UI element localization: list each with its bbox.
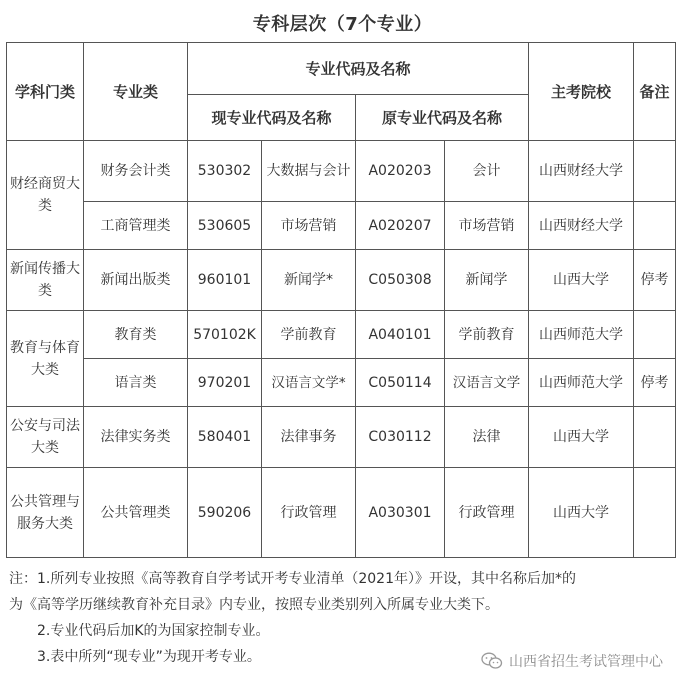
new-name-cell: 汉语言文学*	[262, 359, 356, 407]
table-row	[7, 311, 676, 359]
school-cell: 山西大学	[529, 468, 634, 558]
category-cell: 教育与体育大类	[7, 311, 84, 407]
note-3: 3.表中所列“现专业”为现开考专业。	[37, 649, 261, 665]
old-name-cell: 汉语言文学	[445, 359, 529, 407]
new-name-cell: 市场营销	[262, 202, 356, 250]
school-cell: 山西师范大学	[529, 359, 634, 407]
school-cell: 山西大学	[529, 250, 634, 311]
watermark-text: 山西省招生考试管理中心	[509, 654, 663, 670]
old-name-cell: 行政管理	[445, 468, 529, 558]
remark-cell	[634, 141, 676, 202]
major-class-cell: 财务会计类	[84, 141, 188, 202]
major-class-cell: 法律实务类	[84, 407, 188, 468]
school-cell: 山西财经大学	[529, 141, 634, 202]
header-school: 主考院校	[529, 43, 634, 141]
header-category: 学科门类	[7, 43, 84, 141]
remark-cell	[634, 468, 676, 558]
table-row	[7, 202, 676, 250]
category-cell: 新闻传播大类	[7, 250, 84, 311]
old-code-cell: C050114	[356, 359, 445, 407]
wechat-icon	[481, 652, 503, 670]
new-name-cell: 新闻学*	[262, 250, 356, 311]
new-name-cell: 行政管理	[262, 468, 356, 558]
old-code-cell: C050308	[356, 250, 445, 311]
major-class-cell: 语言类	[84, 359, 188, 407]
category-cell: 财经商贸大类	[7, 141, 84, 250]
new-name-cell: 学前教育	[262, 311, 356, 359]
new-code-cell: 570102K	[188, 311, 262, 359]
remark-cell	[634, 407, 676, 468]
old-code-cell: A040101	[356, 311, 445, 359]
new-name-cell: 大数据与会计	[262, 141, 356, 202]
new-code-cell: 530605	[188, 202, 262, 250]
old-code-cell: A020207	[356, 202, 445, 250]
new-code-cell: 970201	[188, 359, 262, 407]
old-name-cell: 新闻学	[445, 250, 529, 311]
table-row	[7, 250, 676, 311]
remark-cell	[634, 202, 676, 250]
school-cell: 山西大学	[529, 407, 634, 468]
new-code-cell: 530302	[188, 141, 262, 202]
remark-cell: 停考	[634, 359, 676, 407]
new-code-cell: 580401	[188, 407, 262, 468]
major-table	[6, 42, 676, 558]
major-class-cell: 工商管理类	[84, 202, 188, 250]
new-code-cell: 960101	[188, 250, 262, 311]
header-original: 原专业代码及名称	[356, 95, 529, 141]
new-code-cell: 590206	[188, 468, 262, 558]
watermark	[481, 651, 663, 671]
header-code-name: 专业代码及名称	[188, 43, 529, 95]
table-row	[7, 359, 676, 407]
old-code-cell: A020203	[356, 141, 445, 202]
note-1-continued: 为《高等学历继续教育补充目录》内专业，按照专业类别列入所属专业大类下。	[9, 597, 499, 613]
note-1: 注：1.所列专业按照《高等教育自学考试开考专业清单（2021年）》开设，其中名称后加*的	[9, 571, 576, 587]
old-name-cell: 学前教育	[445, 311, 529, 359]
major-class-cell: 公共管理类	[84, 468, 188, 558]
old-code-cell: C030112	[356, 407, 445, 468]
old-name-cell: 法律	[445, 407, 529, 468]
header-remark: 备注	[634, 43, 676, 141]
old-name-cell: 会计	[445, 141, 529, 202]
category-cell: 公共管理与服务大类	[7, 468, 84, 558]
school-cell: 山西师范大学	[529, 311, 634, 359]
note-2: 2.专业代码后加K的为国家控制专业。	[37, 623, 270, 639]
table-row	[7, 407, 676, 468]
old-name-cell: 市场营销	[445, 202, 529, 250]
table-row	[7, 141, 676, 202]
table-title: 专科层次（7个专业）	[252, 14, 433, 35]
header-major-class: 专业类	[84, 43, 188, 141]
category-cell: 公安与司法大类	[7, 407, 84, 468]
school-cell: 山西财经大学	[529, 202, 634, 250]
table-row	[7, 468, 676, 558]
major-class-cell: 新闻出版类	[84, 250, 188, 311]
header-current: 现专业代码及名称	[188, 95, 356, 141]
remark-cell: 停考	[634, 250, 676, 311]
old-code-cell: A030301	[356, 468, 445, 558]
remark-cell	[634, 311, 676, 359]
new-name-cell: 法律事务	[262, 407, 356, 468]
major-class-cell: 教育类	[84, 311, 188, 359]
